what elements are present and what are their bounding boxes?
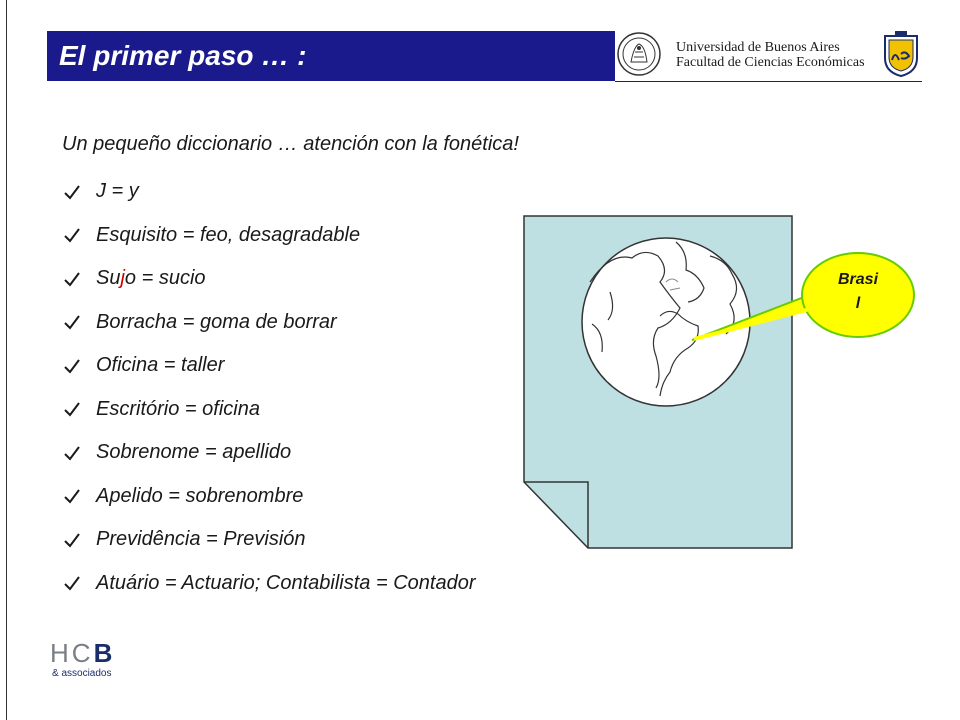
- hcb-logo: [50, 640, 130, 680]
- term-text: Oficina = taller: [96, 354, 225, 377]
- check-icon: [62, 182, 82, 202]
- list-item: [62, 170, 475, 214]
- list-item: [62, 344, 475, 388]
- term-text-rest: o = sucio: [124, 267, 206, 290]
- intro-text: Un pequeño diccionario … atención con la fonética!: [62, 133, 519, 155]
- hcb-logo-letter-b: B: [93, 638, 116, 668]
- list-item-text: [96, 572, 475, 595]
- check-icon: [62, 573, 82, 593]
- callout-line-2: l: [855, 295, 861, 312]
- list-item-text: [96, 485, 303, 508]
- list-item: [62, 214, 475, 258]
- term-text: J = y: [96, 180, 139, 203]
- list-item-text: [96, 180, 139, 203]
- slide-title-bar: [47, 31, 615, 81]
- check-icon: [62, 530, 82, 550]
- check-icon: [62, 269, 82, 289]
- term-text: Apelido = sobrenombre: [96, 484, 304, 507]
- check-icon: [62, 486, 82, 506]
- header-rule: [615, 81, 922, 82]
- term-text: Su: [96, 267, 121, 290]
- list-item-text: [96, 311, 337, 334]
- list-item-text: [96, 398, 260, 421]
- hcb-logo-letters: HC: [50, 638, 94, 668]
- list-item: [62, 388, 475, 432]
- slide-left-border: [6, 0, 7, 720]
- university-line-2: Facultad de Ciencias Económicas: [676, 55, 865, 70]
- university-line-1: Universidad de Buenos Aires: [676, 40, 840, 55]
- term-text: Escritório = oficina: [96, 397, 260, 420]
- list-item: [62, 518, 475, 562]
- uba-seal-logo: [616, 30, 662, 78]
- list-item: [62, 257, 475, 301]
- university-name: [676, 40, 872, 70]
- list-item-text: [96, 528, 306, 551]
- term-text: Sobrenome = apellido: [96, 441, 292, 464]
- check-icon: [62, 443, 82, 463]
- list-item-text: [96, 354, 224, 377]
- list-item: [62, 562, 475, 606]
- callout-label: [808, 268, 908, 316]
- list-item-text: [96, 441, 291, 464]
- check-icon: [62, 225, 82, 245]
- slide-title: El primer paso … :: [59, 40, 307, 71]
- fce-shield-logo: [881, 30, 921, 78]
- dictionary-list: [62, 170, 475, 605]
- hcb-logo-subtitle: & associados: [52, 668, 112, 679]
- list-item-text: [96, 224, 360, 247]
- term-text: Atuário = Actuario; Contabilista = Contador: [96, 571, 476, 594]
- highlighted-letter: j: [120, 267, 125, 290]
- term-text: Borracha = goma de borrar: [96, 310, 337, 333]
- check-icon: [62, 312, 82, 332]
- list-item: [62, 301, 475, 345]
- term-text: Previdência = Previsión: [96, 528, 306, 551]
- check-icon: [62, 356, 82, 376]
- callout-line-1: Brasi: [837, 271, 879, 288]
- list-item-text: [96, 267, 206, 290]
- term-text: Esquisito = feo, desagradable: [96, 223, 361, 246]
- list-item: [62, 475, 475, 519]
- list-item: [62, 431, 475, 475]
- check-icon: [62, 399, 82, 419]
